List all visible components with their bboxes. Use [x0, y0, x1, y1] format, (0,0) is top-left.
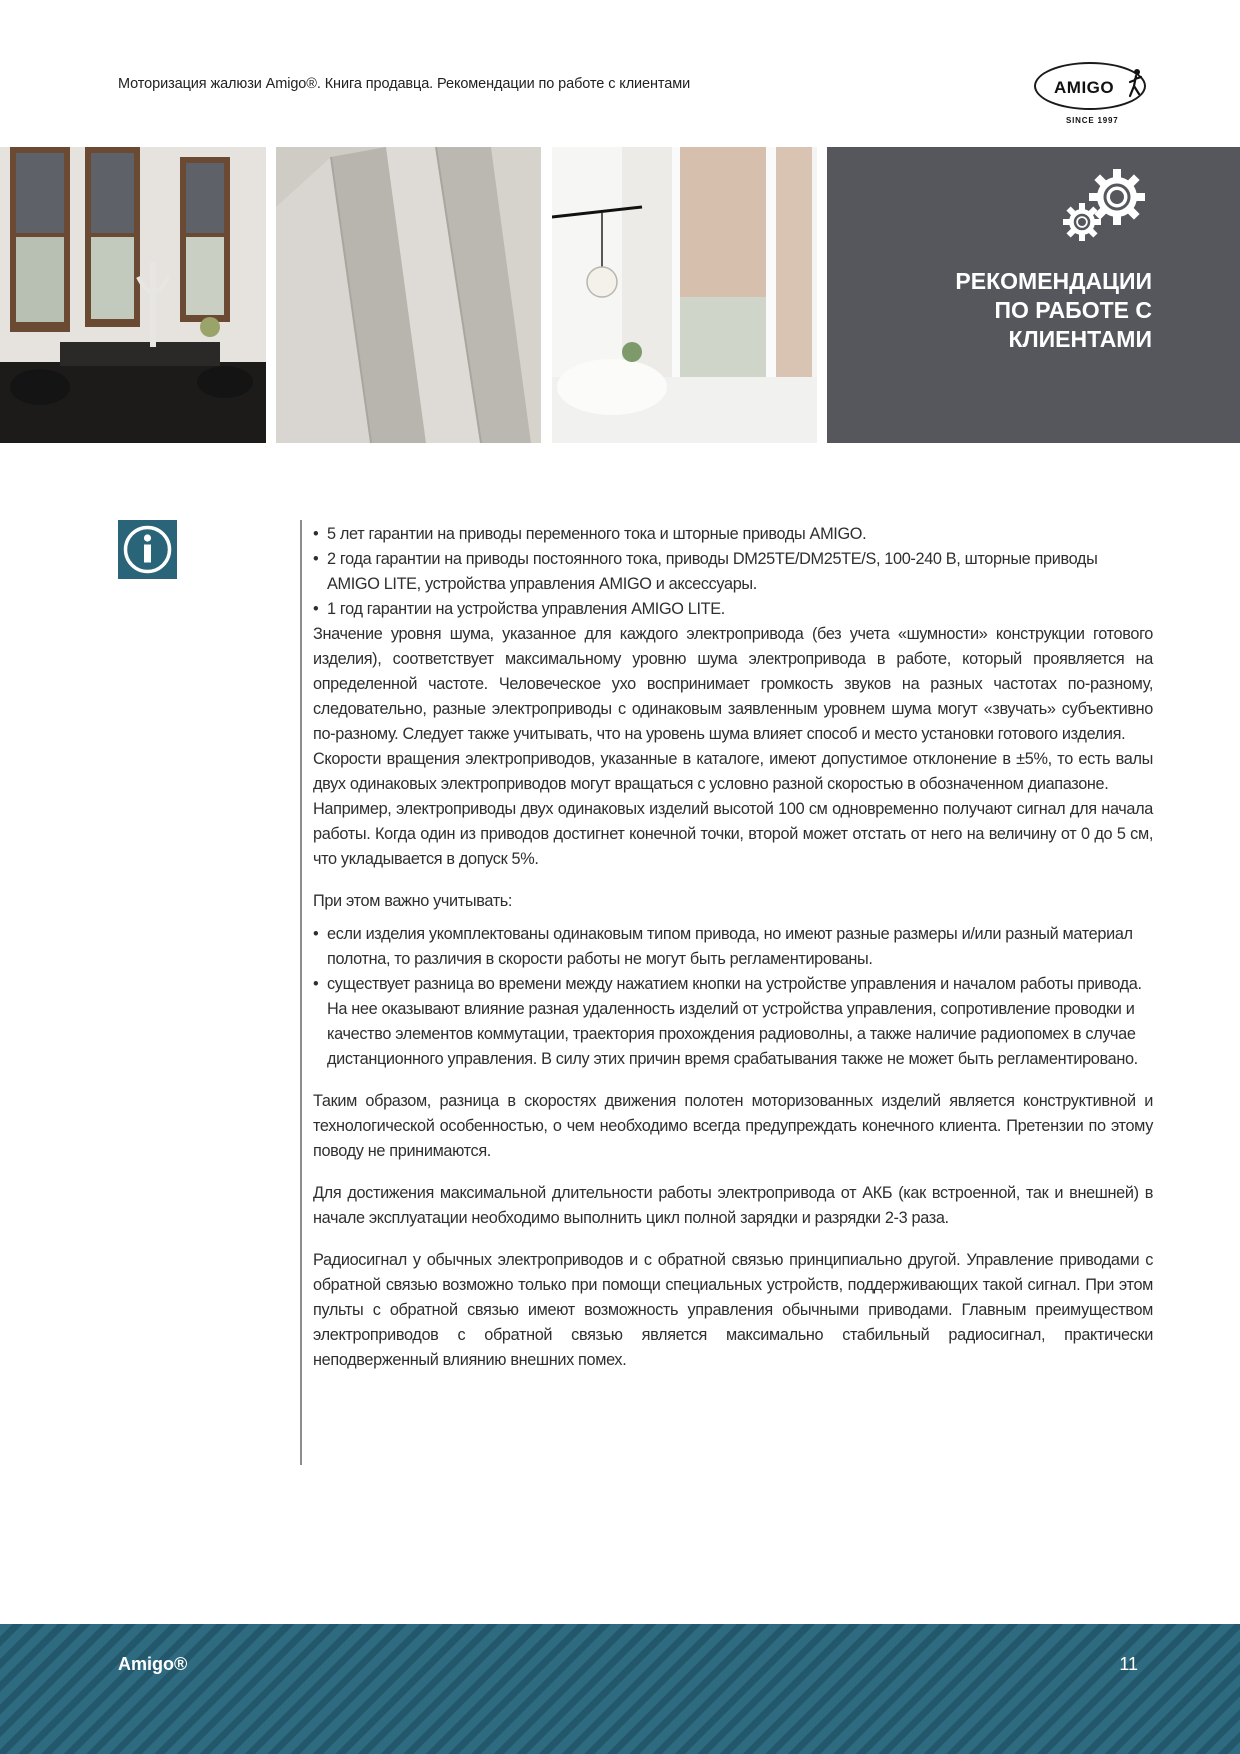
- content-divider-line: [300, 520, 302, 1465]
- list-item: • 1 год гарантии на устройства управления AMIGO LITE.: [313, 597, 1153, 622]
- page-number: 11: [1119, 1654, 1138, 1674]
- logo-since: SINCE 1997: [1066, 116, 1119, 125]
- speed-paragraph: Скорости вращения электроприводов, указанные в каталоге, имеют допустимое отклонение в ±5%, то есть валы двух одинаковых электроприводов могут вращаться с условно разной скоростью в обозначенном диапазоне.: [313, 750, 1153, 793]
- photo-dining-room-blinds: [0, 147, 266, 443]
- footer-brand: Amigo®: [118, 1654, 188, 1674]
- running-title: Моторизация жалюзи Amigo®. Книга продавца. Рекомендации по работе с клиентами: [118, 76, 691, 92]
- banner-title: [955, 267, 1152, 354]
- banner-title-line-3: КЛИЕНТАМИ: [1008, 326, 1152, 352]
- amigo-logo: [1030, 58, 1155, 130]
- logo-wordmark: AMIGO: [1054, 78, 1115, 97]
- logo-runner-figure: [1128, 68, 1144, 100]
- page-footer: [0, 1624, 1240, 1754]
- consider-list: [313, 922, 1153, 1072]
- banner-strip: [0, 147, 1240, 443]
- info-icon: [118, 520, 177, 579]
- banner-title-panel: [827, 147, 1240, 443]
- main-content: [313, 522, 1153, 1373]
- list-item: • если изделия укомплектованы одинаковым типом привода, но имеют разные размеры и/или разный материал полотна, то различия в скорости работы не могут быть регламентированы.: [313, 922, 1153, 972]
- example-paragraph: Например, электроприводы двух одинаковых изделий высотой 100 см одновременно получают сигнал для начала работы. Когда один из приводов достигнет конечной точки, второй может отстать от него на величину от 0 до 5 см, что укладывается в допуск 5%.: [313, 800, 1153, 868]
- banner-title-line-1: РЕКОМЕНДАЦИИ: [955, 268, 1152, 294]
- list-item: • 2 года гарантии на приводы постоянного тока, приводы DM25TE/DM25TE/S, 100-240 В, шторные приводы AMIGO LITE, устройства управления AMIGO и аксессуары.: [313, 547, 1153, 597]
- photo-pleated-fabric: [276, 147, 541, 443]
- photo-bedroom-pleated-blind: [552, 147, 817, 443]
- radio-paragraph: Радиосигнал у обычных электроприводов и с обратной связью принципиально другой. Управление приводами с обратной связью возможно только при помощи специальных устройств, поддерживающих такой сигнал. При этом пульты с обратной связью имеют возможность управления обычными приводами. Главным преимуществом электроприводов с обратной связью является максимально стабильный радиосигнал, практически неподверженный влиянию внешних помех.: [313, 1251, 1153, 1369]
- battery-paragraph: Для достижения максимальной длительности работы электропривода от АКБ (как встроенной, так и внешней) в начале эксплуатации необходимо выполнить цикл полной зарядки и разрядки 2-3 раза.: [313, 1184, 1153, 1227]
- consider-intro: При этом важно учитывать:: [313, 892, 513, 910]
- warranty-list: [313, 522, 1153, 622]
- banner-title-line-2: ПО РАБОТЕ С: [994, 297, 1152, 323]
- conclusion-paragraph: Таким образом, разница в скоростях движения полотен моторизованных изделий является конструктивной и технологической особенностью, о чем необходимо всегда предупреждать конечного клиента. Претензии по этому поводу не принимаются.: [313, 1092, 1153, 1160]
- noise-paragraph: Значение уровня шума, указанное для каждого электропривода (без учета «шумности» конструкции готового изделия), соответствует максимальному уровню шума электропривода в работе, который проявляется на определенной частоте. Человеческое ухо воспринимает громкость звуков на разных частотах по-разному, следовательно, разные электроприводы с одинаковым заявленным уровнем шума могут «звучать» субъективно по-разному. Следует также учитывать, что на уровень шума влияет способ и место установки готового изделия.: [313, 625, 1153, 743]
- gears-icon: [1062, 167, 1152, 247]
- list-item: • существует разница во времени между нажатием кнопки на устройстве управления и началом работы привода. На нее оказывают влияние разная удаленность изделий от устройства управления, сопротивление проводки и качество элементов коммутации, траектория прохождения радиоволны, а также наличие радиопомех в случае дистанционного управления. В силу этих причин время срабатывания также не может быть регламентировано.: [313, 972, 1153, 1072]
- list-item: • 5 лет гарантии на приводы переменного тока и шторные приводы AMIGO.: [313, 522, 1153, 547]
